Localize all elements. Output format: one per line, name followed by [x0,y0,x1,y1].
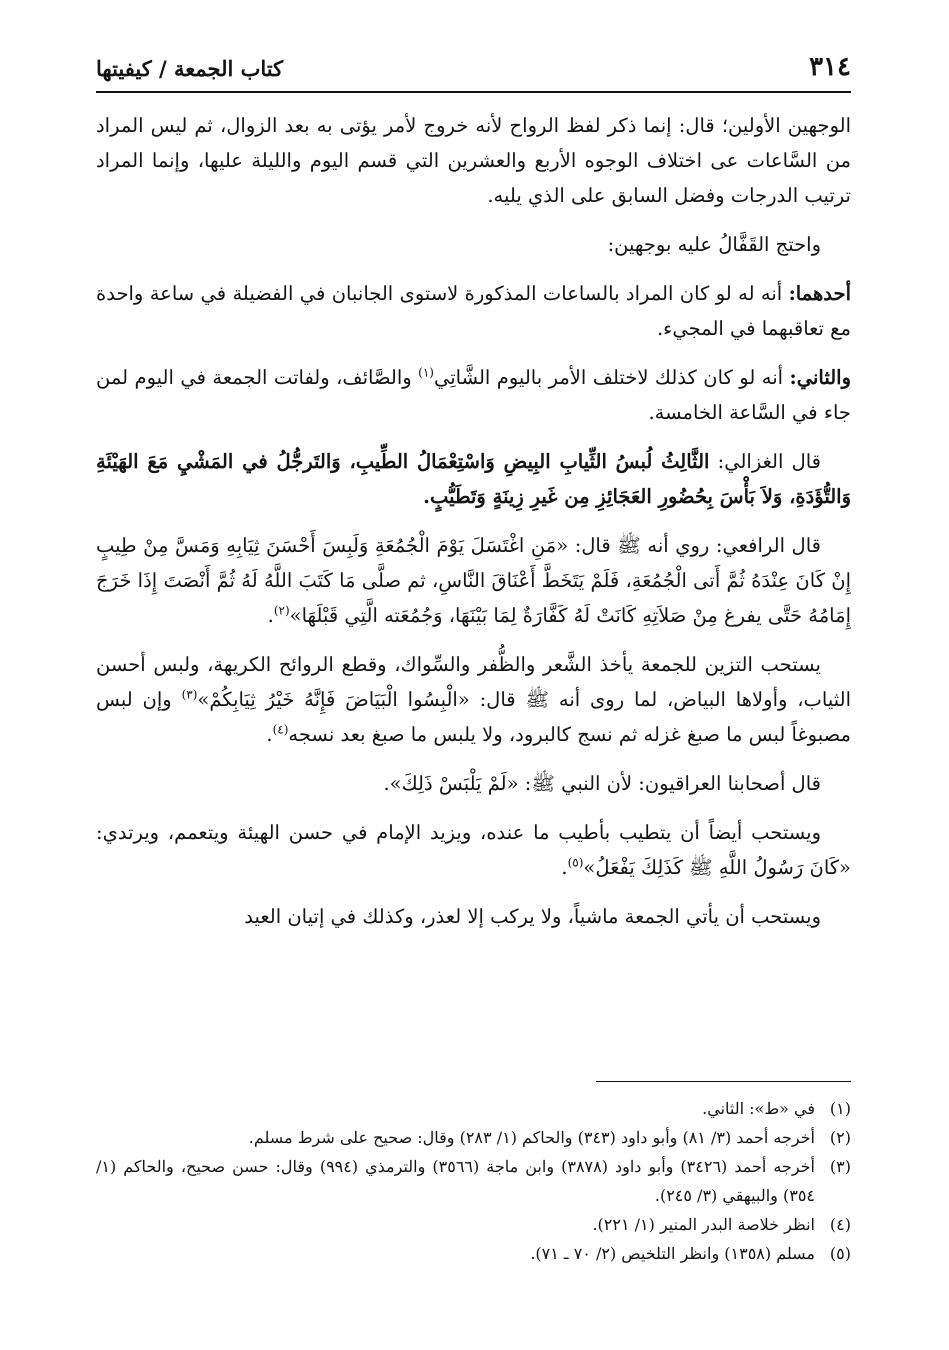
footnote-ref-3: (٣) [181,687,198,702]
paragraph-4 [96,360,851,430]
footnote-number: (٣) [829,1157,851,1176]
footnote-number: (٤) [829,1215,851,1234]
footnote-number: (٢) [829,1128,851,1147]
footnote-2 [96,1123,851,1152]
footnote-4 [96,1210,851,1239]
paragraph-5-lead: قال الغزالي: [709,450,821,473]
paragraph-6 [96,528,851,633]
paragraph-7-text-b: وإن لبس مصبوغاً لبس ما صبغ غزله ثم نسج كالبرود، ولا يلبس ما صبغ بعد نسجه [96,688,851,746]
paragraph-6-text: قال الرافعي: روي أنه ﷺ قال: «مَنِ اغْتَسَلَ يَوْمَ الْجُمُعَةِ وَلَبِسَ أَحْسَنَ ثِيَابِهِ وَمَسَّ مِنْ طِيبٍ إِنْ كَانَ عِنْدَهُ ثُمَّ أَتى الْجُمُعَةِ، فَلَمْ يَتَخَطَّ أَعْنَاقَ النَّاسِ، ثم صلَّى مَا كَتَبَ اللَّهُ لَهُ ثُمَّ أَنْصَتَ إِذَا خَرَجَ إِمَامُهُ حَتَّى يفرغ مِنْ صَلاَتِهِ كَانَتْ لَهُ كَفَّارَةٌ لِمَا بَيْنَهَا، وَجُمُعَته الَّتِي قَبْلَهَا» [96,534,851,627]
paragraph-4-lead: والثاني: [789,366,851,389]
footnote-1 [96,1094,851,1123]
footnote-ref-1: (١) [418,365,434,380]
paragraph-5 [96,444,851,514]
paragraph-6-end: . [267,604,274,627]
paragraph-7-text-a: يستحب التزين للجمعة يأخذ الشَّعر والظُّفر والسِّواك، وقطع الروائح الكريهة، ولبس أحسن الثياب، وأولاها البياض، لما روى أنه ﷺ قال: «الْبِسُوا الْبَيَاضَ فَإِنَّهُ خَيْرُ ثِيَابِكُمْ» [96,653,851,711]
paragraph-7 [96,647,851,752]
running-title: كتاب الجمعة / كيفيتها [96,56,284,81]
paragraph-1-text: الوجهين الأولين؛ قال: إنما ذكر لفظ الرواح لأنه خروج لأمر يؤتى به بعد الزوال، ثم ليس المراد من السَّاعات عى اختلاف الوجوه الأربع والعشرين التي قسم اليوم والليلة عليها، وإنما المراد ترتيب الدرجات وفضل السابق على الذي يليه. [96,114,851,207]
paragraph-9-end: . [561,856,568,879]
footnote-3 [96,1152,851,1210]
header-rule [96,91,851,93]
paragraph-3 [96,276,851,346]
footnote-number: (٥) [829,1244,851,1263]
footnote-ref-4: (٤) [272,722,289,737]
paragraph-3-text: أنه له لو كان المراد بالساعات المذكورة لاستوى الجانبان في الفضيلة في ساعة واحدة مع تعاقبهما في المجيء. [96,282,851,340]
footnote-rule [596,1081,851,1082]
footnote-text: انظر خلاصة البدر المنير (١/ ٢٢١). [592,1215,815,1234]
paragraph-8 [96,766,851,801]
paragraph-3-lead: أحدهما: [788,282,851,305]
footnote-text: أخرجه أحمد (٣٤٢٦) وأبو داود (٣٨٧٨) وابن ماجة (٣٥٦٦) والترمذي (٩٩٤) وقال: حسن صحيح، والحاكم (١/ ٣٥٤) والبيهقي (٣/ ٢٤٥). [96,1157,815,1205]
paragraph-2-text: واحتج القَفَّالُ عليه بوجهين: [607,233,821,256]
footnote-text: أخرجه أحمد (٣/ ٨١) وأبو داود (٣٤٣) والحاكم (١/ ٢٨٣) وقال: صحيح على شرط مسلم. [248,1128,815,1147]
footnote-5 [96,1239,851,1268]
paragraph-4-text-a: أنه لو كان كذلك لاختلف الأمر باليوم الشَّاتِي [433,366,790,389]
paragraph-9-text-a: ويستحب أيضاً أن يتطيب بأطيب ما عنده، ويزيد الإمام في حسن الهيئة ويتعمم، ويرتدي: «كَانَ رَسُولُ اللَّهِ ﷺ كَذَلِكَ يَفْعَلُ» [96,821,851,879]
paragraph-5-text: الثَّالِثُ لُبسُ الثِّيابِ البِيضِ وَاسْتِعْمَالُ الطِّيبِ، وَالتَرجُّلُ في المَشْيِ مَعَ الهَيْئَةِ وَالتُّؤَدَةِ، وَلاَ بَأْسَ بِحُضُورِ العَجَائِزِ مِن غَيرِ زِينَةٍ وَتَطَيُّبٍ. [96,450,851,508]
footnote-text: مسلم (١٣٥٨) وانظر التلخيص (٢/ ٧٠ ـ ٧١). [530,1244,815,1263]
paragraph-1 [96,108,851,213]
footnote-ref-5: (٥) [567,855,584,870]
main-text [96,108,851,948]
footnote-ref-2: (٢) [273,603,290,618]
paragraph-2 [96,227,851,262]
paragraph-7-end: . [266,723,273,746]
paragraph-10 [96,899,851,934]
paragraph-9 [96,815,851,885]
paragraph-10-text: ويستحب أن يأتي الجمعة ماشياً، ولا يركب إلا لعذر، وكذلك في إتيان العيد [244,905,821,928]
footnote-number: (١) [829,1099,851,1118]
page-header [96,50,851,90]
footnote-text: في «ط»: الثاني. [702,1099,815,1118]
footnotes [96,1094,851,1268]
paragraph-4-text-b: والصَّائف، ولفاتت الجمعة في اليوم لمن جاء في السَّاعة الخامسة. [96,366,851,424]
page-number: ٣١٤ [809,52,851,82]
paragraph-8-text: قال أصحابنا العراقيون: لأن النبي ﷺ: «لَمْ يَلْبَسْ ذَلِكَ». [383,772,821,795]
